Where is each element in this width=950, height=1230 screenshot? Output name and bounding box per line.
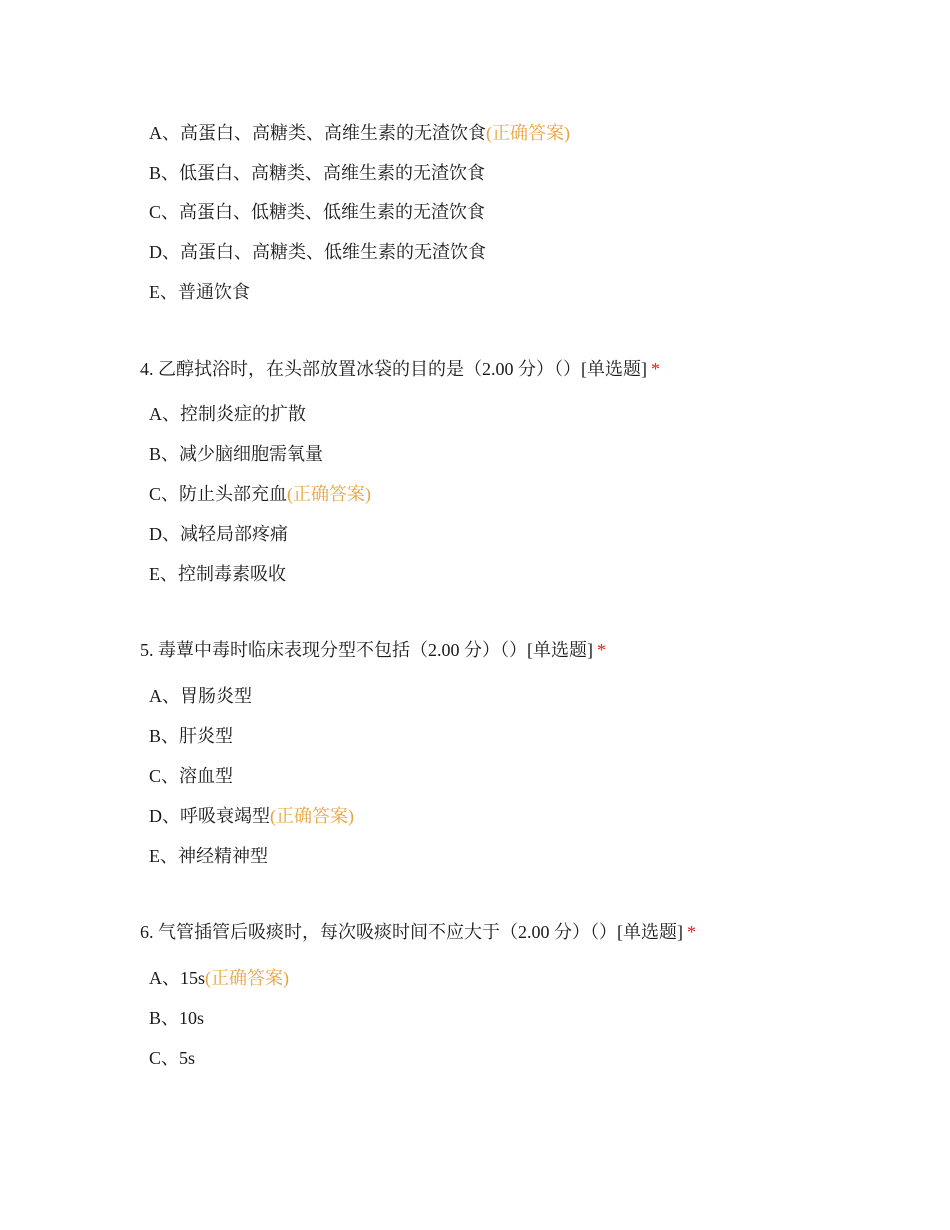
question-4-title xyxy=(140,357,660,381)
question-6-title xyxy=(140,920,696,944)
option-text: A、高蛋白、高糖类、高维生素的无渣饮食 xyxy=(149,123,486,143)
correct-answer-mark: (正确答案) xyxy=(205,968,290,988)
option-text: A、胃肠炎型 xyxy=(149,686,252,706)
q3-option-b xyxy=(149,161,485,185)
q4-option-e xyxy=(149,562,286,586)
question-text: 6. 气管插管后吸痰时，每次吸痰时间不应大于（2.00 分）（）[单选题] xyxy=(140,922,683,942)
q3-option-a xyxy=(149,121,570,145)
option-text: A、控制炎症的扩散 xyxy=(149,404,306,424)
correct-answer-mark: (正确答案) xyxy=(287,484,372,504)
option-text: B、减少脑细胞需氧量 xyxy=(149,444,324,464)
option-text: C、高蛋白、低糖类、低维生素的无渣饮食 xyxy=(149,202,486,222)
correct-answer-mark: (正确答案) xyxy=(486,123,570,143)
option-text: E、神经精神型 xyxy=(149,846,268,866)
question-text: 4. 乙醇拭浴时，在头部放置冰袋的目的是（2.00 分）（）[单选题] xyxy=(140,359,647,379)
question-5-title xyxy=(140,638,606,662)
q5-option-b xyxy=(149,724,233,748)
required-asterisk: * xyxy=(651,359,660,379)
q5-option-d xyxy=(149,804,354,828)
required-asterisk: * xyxy=(687,922,696,942)
option-text: C、防止头部充血 xyxy=(149,484,288,504)
q5-option-a xyxy=(149,684,252,708)
option-text: D、高蛋白、高糖类、低维生素的无渣饮食 xyxy=(149,242,486,262)
option-text: B、10s xyxy=(149,1008,205,1028)
q6-option-b xyxy=(149,1006,204,1030)
q6-option-c xyxy=(149,1046,195,1070)
q5-option-c xyxy=(149,764,233,788)
q5-option-e xyxy=(149,844,268,868)
q4-option-b xyxy=(149,442,323,466)
option-text: D、呼吸衰竭型 xyxy=(149,806,270,826)
option-text: D、减轻局部疼痛 xyxy=(149,524,288,544)
q6-option-a xyxy=(149,966,289,990)
q3-option-e xyxy=(149,280,250,304)
q4-option-c xyxy=(149,482,371,506)
correct-answer-mark: (正确答案) xyxy=(270,806,354,826)
q3-option-c xyxy=(149,200,485,224)
q4-option-a xyxy=(149,402,306,426)
option-text: C、溶血型 xyxy=(149,766,234,786)
option-text: E、普通饮食 xyxy=(149,282,250,302)
question-text: 5. 毒蕈中毒时临床表现分型不包括（2.00 分）（）[单选题] xyxy=(140,640,593,660)
q4-option-d xyxy=(149,522,288,546)
required-asterisk: * xyxy=(597,640,606,660)
option-text: A、15s xyxy=(149,968,206,988)
option-text: E、控制毒素吸收 xyxy=(149,564,286,584)
option-text: B、肝炎型 xyxy=(149,726,234,746)
option-text: C、5s xyxy=(149,1048,196,1068)
q3-option-d xyxy=(149,240,486,264)
option-text: B、低蛋白、高糖类、高维生素的无渣饮食 xyxy=(149,163,486,183)
